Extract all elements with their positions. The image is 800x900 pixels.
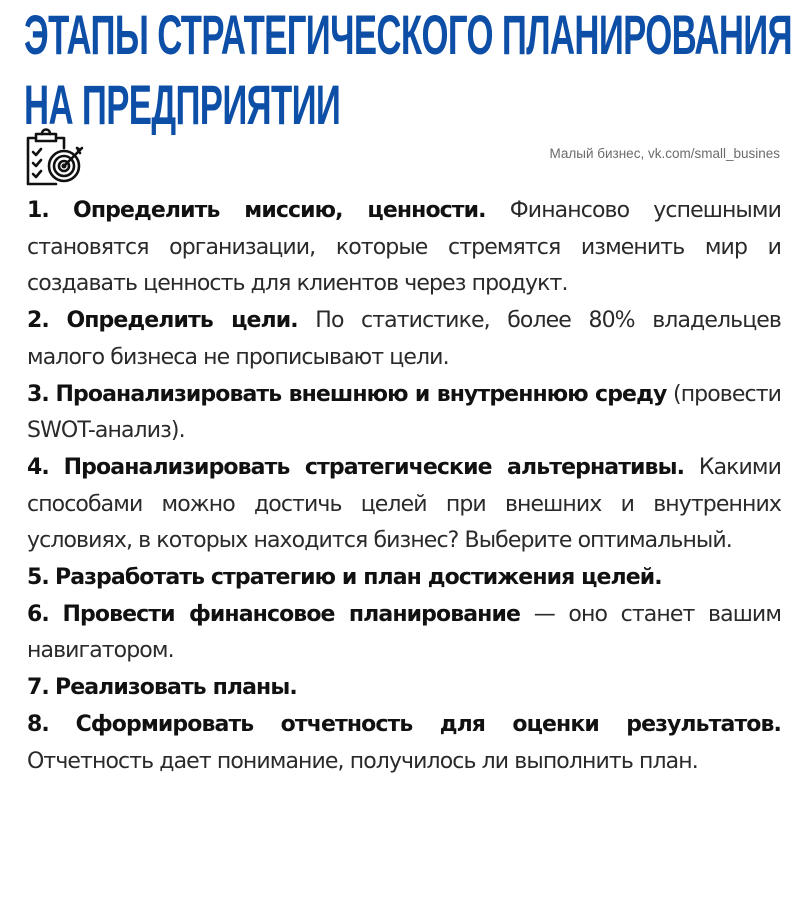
step-heading: Сформировать отчетность для оценки результатов. — [75, 711, 781, 737]
step-4 — [27, 450, 781, 560]
step-heading: Проанализировать внешнюю и внутреннюю среду — [55, 381, 667, 407]
step-description: (провести SWOT-анализ). — [27, 381, 782, 444]
step-number: 3. — [27, 381, 49, 407]
step-7 — [27, 670, 781, 707]
step-5 — [27, 560, 781, 597]
clipboard-target-icon — [22, 126, 86, 188]
step-6 — [27, 597, 781, 670]
page-title — [24, 0, 792, 140]
step-number: 2. — [27, 308, 49, 334]
step-description: Какими способами можно достичь целей при внешних и внутренних условиях, в которых находится бизнес? Выберите оптимальный. — [27, 454, 782, 554]
watermark-source: Малый бизнес, vk.com/small_busines — [549, 146, 780, 161]
step-description: Отчетность дает понимание, получилось ли выполнить план. — [27, 748, 698, 774]
title-line-2: НА ПРЕДПРИЯТИИ — [24, 73, 341, 136]
step-8 — [27, 707, 781, 780]
steps-list — [27, 193, 781, 780]
step-heading: Разработать стратегию и план достижения целей. — [54, 565, 662, 591]
step-1 — [27, 193, 781, 303]
step-number: 1. — [27, 198, 49, 223]
step-heading: Реализовать планы. — [54, 675, 297, 701]
step-description: По статистике, более 80% владельцев малого бизнеса не прописывают цели. — [27, 308, 781, 370]
step-heading: Определить миссию, ценности. — [73, 198, 486, 223]
title-line-1: ЭТАПЫ СТРАТЕГИЧЕСКОГО ПЛАНИРОВАНИЯ — [24, 3, 792, 66]
step-heading: Определить цели. — [66, 308, 298, 334]
step-2 — [27, 303, 781, 376]
step-heading: Проанализировать стратегические альтернативы. — [63, 454, 685, 480]
step-heading: Провести финансовое планирование — [62, 601, 521, 627]
step-number: 6. — [27, 601, 49, 627]
step-number: 5. — [27, 565, 49, 591]
step-number: 4. — [27, 454, 49, 480]
step-description: Финансово успешными становятся организации, которые стремятся изменить мир и создавать ценность для клиентов через продукт. — [27, 198, 781, 297]
step-number: 7. — [27, 675, 49, 701]
step-description: — оно станет вашим навигатором. — [27, 601, 782, 664]
step-number: 8. — [27, 711, 49, 737]
step-3 — [27, 377, 781, 450]
